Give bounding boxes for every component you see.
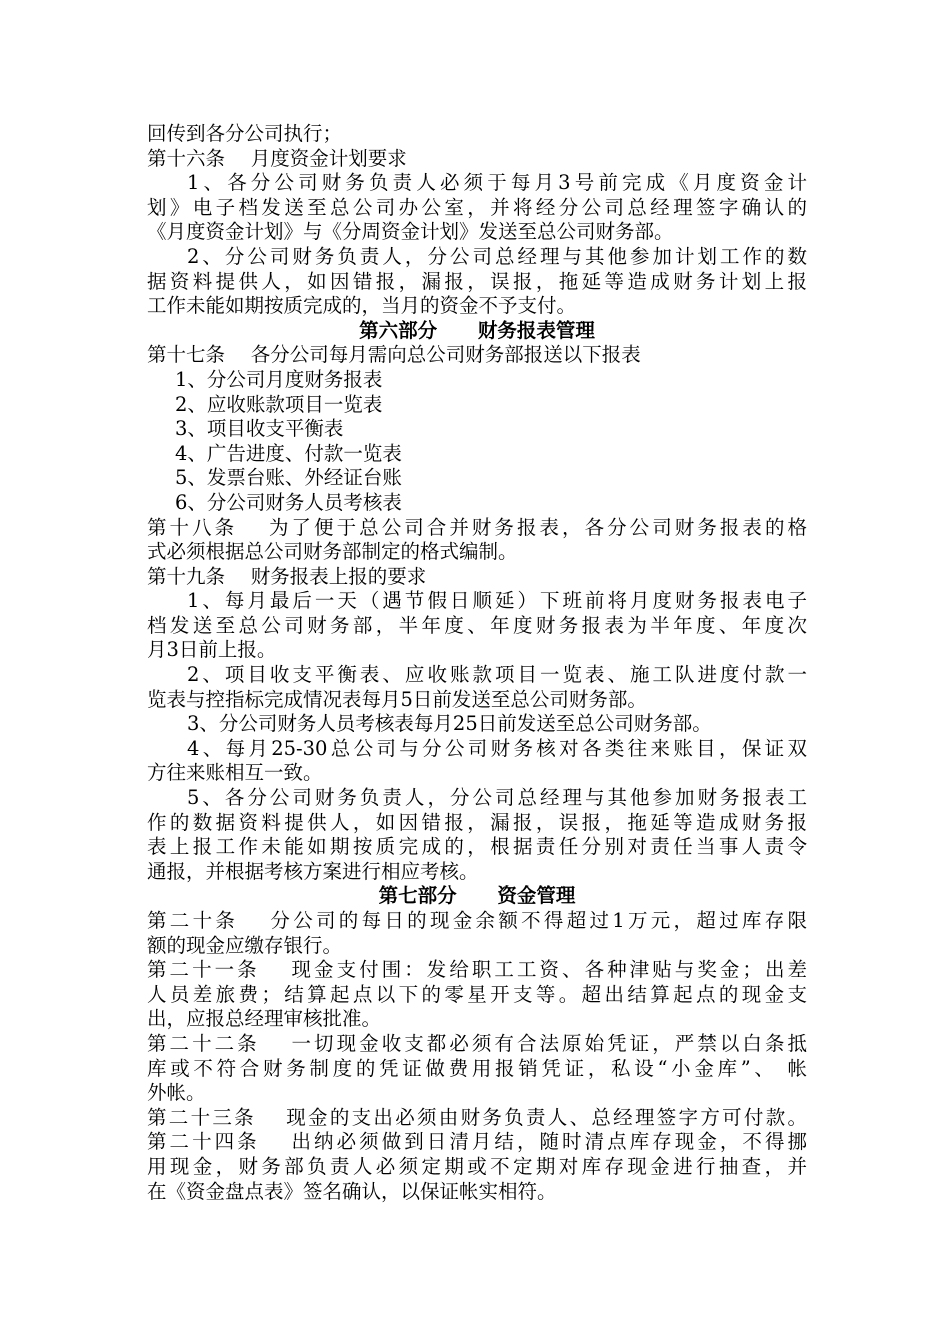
text-line: 3、项目收支平衡表 [175, 417, 344, 441]
text-line: 1、每月最后一天（遇节假日顺延）下班前将月度财务报表电子 [187, 589, 807, 613]
text-line: 式必须根据总公司财务部制定的格式编制。 [147, 540, 518, 564]
text-line: 划》电子档发送至总公司办公室，并将经分公司总经理签字确认的 [147, 195, 807, 219]
text-line: 第十八条 为了便于总公司合并财务报表，各分公司财务报表的格 [147, 515, 807, 539]
text-line: 2、应收账款项目一览表 [175, 392, 383, 416]
text-line: 3、分公司财务人员考核表每月25日前发送至总公司财务部。 [187, 712, 712, 736]
text-line: 额的现金应缴存银行。 [147, 933, 343, 957]
text-line: 《月度资金计划》与《分周资金计划》发送至总公司财务部。 [147, 220, 674, 244]
text-line: 外帐。 [147, 1081, 206, 1105]
text-line: 第二十条 分公司的每日的现金余额不得超过1万元，超过库存限 [147, 909, 807, 932]
text-line: 第二十二条 一切现金收支都必须有合法原始凭证，严禁以白条抵 [147, 1031, 807, 1055]
text-line: 5、各分公司财务负责人，分公司总经理与其他参加财务报表工 [187, 786, 807, 810]
text-line: 1、各分公司财务负责人必须于每月3号前完成《月度资金计 [187, 171, 807, 195]
text-line: 用现金，财务部负责人必须定期或不定期对库存现金进行抽查，并 [147, 1154, 807, 1178]
text-line: 第二十一条 现金支付围：发给职工工资、各种津贴与奖金；出差 [147, 958, 807, 982]
text-line: 第十六条 月度资金计划要求 [147, 146, 407, 170]
document-page [147, 122, 807, 1204]
text-line: 4、广告进度、付款一览表 [175, 441, 402, 465]
text-line: 第十九条 财务报表上报的要求 [147, 564, 427, 588]
text-line: 2、分公司财务负责人，分公司总经理与其他参加计划工作的数 [187, 244, 807, 268]
text-line: 人员差旅费；结算起点以下的零星开支等。超出结算起点的现金支 [147, 982, 807, 1006]
text-line: 回传到各分公司执行； [147, 122, 343, 145]
text-line: 库或不符合财务制度的凭证做费用报销凭证，私设“小金库”、 帐 [147, 1056, 807, 1080]
text-line: 第二十三条 现金的支出必须由财务负责人、总经理签字方可付款。 [147, 1105, 807, 1129]
text-line: 5、发票台账、外经证台账 [175, 466, 402, 490]
text-line: 作的数据资料提供人，如因错报，漏报，误报，拖延等造成财务报 [147, 810, 807, 834]
text-line: 第十七条 各分公司每月需向总公司财务部报送以下报表 [147, 343, 641, 367]
text-line: 档发送至总公司财务部，半年度、年度财务报表为半年度、年度次 [147, 613, 807, 637]
section-heading: 第七部分 资金管理 [378, 884, 576, 908]
text-line: 6、分公司财务人员考核表 [175, 490, 402, 514]
text-line: 1、分公司月度财务报表 [175, 367, 383, 391]
text-line: 据资料提供人，如因错报，漏报，误报，拖延等造成财务计划上报 [147, 269, 807, 293]
text-line: 在《资金盘点表》签名确认，以保证帐实相符。 [147, 1179, 557, 1203]
text-line: 表上报工作未能如期按质完成的，根据责任分别对责任当事人责令 [147, 835, 807, 859]
text-line: 出，应报总经理审核批准。 [147, 1007, 382, 1031]
text-line: 月3日前上报。 [147, 638, 277, 662]
text-line: 览表与控指标完成情况表每月5日前发送至总公司财务部。 [147, 687, 647, 711]
text-line: 方往来账相互一致。 [147, 761, 323, 785]
text-line: 第二十四条 出纳必须做到日清月结，随时清点库存现金，不得挪 [147, 1130, 807, 1154]
text-line: 通报，并根据考核方案进行相应考核。 [147, 859, 479, 883]
text-line: 2、项目收支平衡表、应收账款项目一览表、施工队进度付款一 [187, 663, 807, 687]
text-line: 4、每月25-30总公司与分公司财务核对各类往来账目，保证双 [187, 736, 807, 760]
section-heading: 第六部分 财务报表管理 [359, 318, 595, 342]
text-line: 工作未能如期按质完成的，当月的资金不予支付。 [147, 294, 577, 318]
